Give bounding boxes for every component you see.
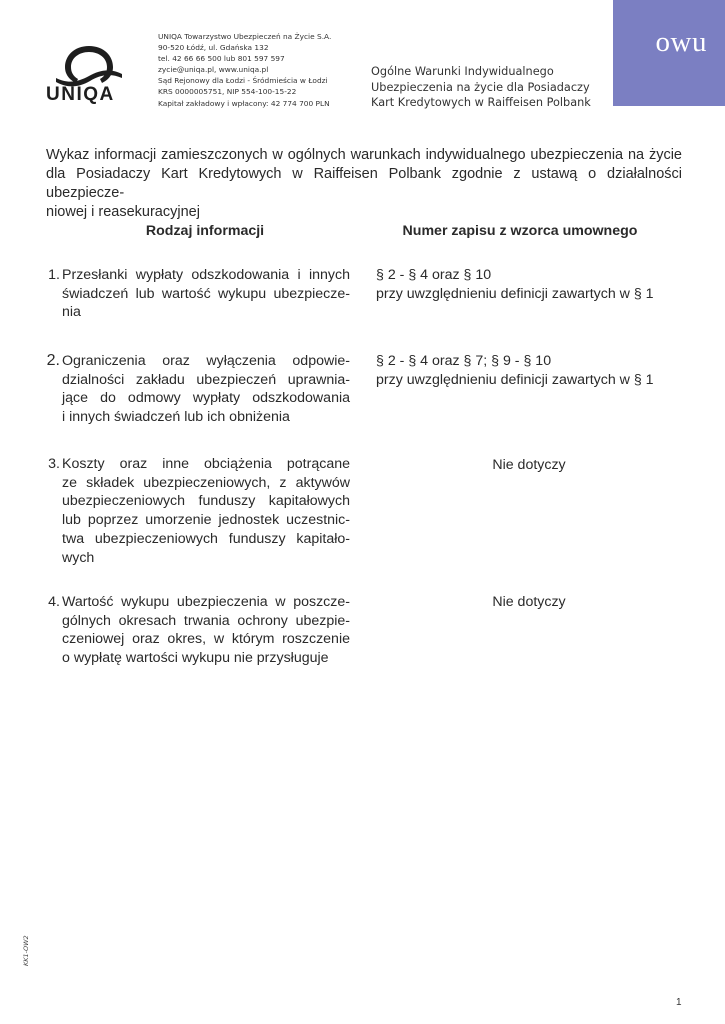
reference-3 (376, 456, 682, 475)
reference-line: Nie dotyczy (492, 594, 566, 610)
info-item-2 (44, 352, 350, 427)
document-title-line: Ogólne Warunki Indywidualnego (371, 65, 554, 78)
item-text-line: Przesłanki wypłaty odszkodowania i innych (62, 267, 350, 283)
info-item-1 (44, 266, 350, 322)
item-text-line: dzialności zakładu ubezpieczeń uprawnia- (62, 371, 350, 388)
item-text-line: Koszty oraz inne obciążenia potrącane (62, 456, 350, 472)
document-title-line: Ubezpieczenia na życie dla Posiadaczy (371, 80, 590, 94)
company-line: tel. 42 66 66 500 lub 801 597 597 (158, 54, 285, 64)
item-text-line: twa ubezpieczeniowych funduszy kapitało- (62, 530, 350, 547)
owu-badge (613, 0, 725, 106)
intro-line: niowej i reasekuracyjnej (46, 204, 200, 220)
item-text-line: jące do odmowy wypłaty odszkodowania (62, 390, 350, 407)
owu-label: owu (655, 26, 707, 58)
item-number: 4. (48, 594, 60, 610)
column-header-reference: Numer zapisu z wzorca umownego (402, 223, 638, 239)
reference-1 (376, 266, 676, 303)
company-line: UNIQA Towarzystwo Ubezpieczeń na Życie S.A. (158, 32, 332, 41)
info-item-4 (44, 593, 350, 668)
item-number: 2. (46, 352, 60, 369)
item-text-line: Wartość wykupu ubezpieczenia w poszcze- (62, 594, 350, 610)
info-item-3 (44, 455, 350, 567)
intro-line: Wykaz informacji zamieszczonych w ogólnych warunkach indywidualnego ubezpieczenia na życie (46, 147, 682, 163)
company-line: Sąd Rejonowy dla Łodzi - Śródmieścia w Łodzi (158, 76, 328, 86)
item-number: 3. (48, 456, 60, 472)
item-text-line: lub poprzez umorzenie jednostek uczestnic- (62, 512, 350, 529)
company-info (158, 31, 373, 109)
item-text-line: wych (62, 549, 95, 566)
reference-line: § 2 - § 4 oraz § 7; § 9 - § 10 (376, 353, 552, 369)
reference-2 (376, 352, 676, 389)
company-line: 90-520 Łódź, ul. Gdańska 132 (158, 43, 269, 53)
item-text-line: o wypłatę wartości wykupu nie przysługuje (62, 650, 329, 667)
item-text-line: Ograniczenia oraz wyłączenia odpowie- (62, 353, 350, 369)
reference-line: § 2 - § 4 oraz § 10 (376, 267, 492, 283)
intro-line: dla Posiadaczy Kart Kredytowych w Raiffeisen Polbank zgodnie z ustawą o działalności ubezpiecze- (46, 166, 682, 201)
reference-line: przy uwzględnieniu definicji zawartych w § 1 (376, 371, 654, 388)
item-text-line: ze składek ubezpieczeniowych, z aktywów (62, 474, 350, 491)
item-text-line: ubezpieczeniowych funduszy kapitałowych (62, 493, 350, 510)
document-code: KK1-OW2 (22, 935, 30, 966)
reference-line: Nie dotyczy (492, 457, 566, 473)
intro-paragraph (46, 146, 682, 222)
document-title (371, 64, 611, 111)
uniqa-logo-text: UNIQA (46, 84, 115, 105)
item-text-line: i innych świadczeń lub ich obniżenia (62, 409, 290, 426)
item-text-line: gólnych okresach trwania ochrony ubezpie- (62, 612, 350, 629)
company-line: KRS 0000005751, NIP 554-100-15-22 (158, 87, 297, 97)
document-title-line: Kart Kredytowych w Raiffeisen Polbank (371, 96, 591, 110)
item-number: 1. (48, 267, 60, 283)
reference-line: przy uwzględnieniu definicji zawartych w § 1 (376, 285, 654, 302)
column-header-info-type: Rodzaj informacji (145, 223, 265, 239)
item-text-line: nia (62, 304, 81, 321)
company-line: zycie@uniqa.pl, www.uniqa.pl (158, 65, 269, 75)
reference-4 (376, 593, 682, 612)
item-text-line: czeniowej oraz okres, w którym roszczenie (62, 631, 350, 648)
item-text-line: świadczeń lub wartość wykupu ubezpiecze- (62, 285, 350, 302)
company-line: Kapitał zakładowy i wpłacony: 42 774 700 PLN (158, 98, 330, 108)
page-number: 1 (676, 997, 682, 1008)
